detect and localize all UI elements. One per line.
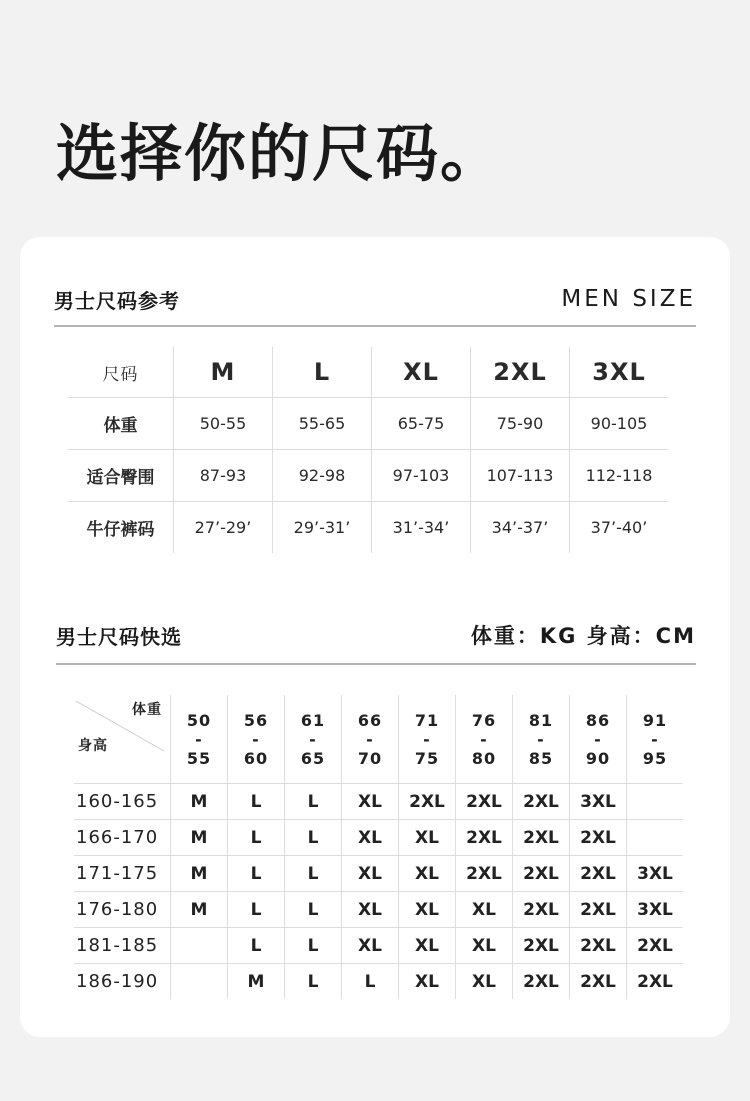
table-cell: 34’-37’ [471,502,570,554]
size-cell: 2XL [570,856,627,892]
height-range-label: 176-180 [74,892,171,928]
corner-cell [74,695,171,784]
table-cell: 87-93 [174,450,273,502]
size-cell: M [171,856,228,892]
size-cell: 2XL [456,856,513,892]
reference-title: 男士尺码参考 [54,288,180,313]
table-row [74,892,683,928]
size-cell: L [228,928,285,964]
size-cell: 3XL [627,856,684,892]
size-cell: XL [342,856,399,892]
size-cell: 2XL [513,928,570,964]
table-cell: 29’-31’ [273,502,372,554]
size-cell: 2XL [570,820,627,856]
table-cell: 97-103 [372,450,471,502]
size-header-cell: 3XL [570,347,669,398]
size-cell: 3XL [570,784,627,820]
table-cell: 75-90 [471,398,570,450]
row-label: 体重 [68,398,174,450]
size-reference-table [68,347,668,553]
size-cell [171,928,228,964]
quick-select-grid [74,695,683,999]
size-cell: XL [342,820,399,856]
size-cell: XL [342,784,399,820]
weight-header-row [74,695,683,784]
weight-range-top: 91 [642,710,668,730]
row-label: 适合臀围 [68,450,174,502]
size-cell: L [342,964,399,1000]
units-label: 体重：KG 身高：CM [470,624,696,648]
weight-range-dash: - [594,729,602,749]
size-cell: L [285,928,342,964]
weight-range-bottom: 85 [528,748,554,768]
men-size-label: MEN SIZE [561,286,696,312]
table-cell: 55-65 [273,398,372,450]
size-cell: L [285,964,342,1000]
size-cell: 2XL [513,964,570,1000]
page-title: 选择你的尺码。 [56,117,505,190]
table-row [74,784,683,820]
height-range-label: 166-170 [74,820,171,856]
size-cell [627,784,684,820]
size-cell: XL [342,928,399,964]
size-cell: 2XL [570,964,627,1000]
weight-range-header [627,695,684,784]
size-cell: 2XL [456,820,513,856]
quick-select-title: 男士尺码快选 [56,624,182,649]
weight-range-dash: - [423,729,431,749]
size-cell: M [228,964,285,1000]
size-cell: L [228,892,285,928]
size-cell: M [171,784,228,820]
size-cell: XL [399,928,456,964]
reference-header-row [68,347,668,398]
size-cell: 2XL [513,820,570,856]
height-range-label: 181-185 [74,928,171,964]
size-cell: L [228,856,285,892]
size-cell: L [228,820,285,856]
table-cell: 31’-34’ [372,502,471,554]
size-cell: 2XL [570,892,627,928]
weight-axis-label: 体重 [132,702,162,718]
weight-range-header [399,695,456,784]
weight-range-header [342,695,399,784]
table-row [74,928,683,964]
table-cell: 65-75 [372,398,471,450]
size-cell: XL [399,820,456,856]
weight-range-top: 86 [585,710,611,730]
size-cell: M [171,820,228,856]
size-cell: XL [456,964,513,1000]
size-header-cell: XL [372,347,471,398]
weight-range-header [285,695,342,784]
weight-range-dash: - [480,729,488,749]
weight-range-dash: - [195,729,203,749]
weight-range-bottom: 65 [300,748,326,768]
height-range-label: 171-175 [74,856,171,892]
height-axis-label: 身高 [78,738,108,754]
size-cell: 3XL [627,892,684,928]
size-cell: M [171,892,228,928]
size-header-cell: 2XL [471,347,570,398]
table-cell: 27’-29’ [174,502,273,554]
table-cell: 92-98 [273,450,372,502]
weight-range-dash: - [366,729,374,749]
weight-range-bottom: 60 [243,748,269,768]
weight-range-dash: - [309,729,317,749]
reference-row-weight [68,398,668,450]
reference-row-jeans [68,502,668,554]
weight-range-header [513,695,570,784]
table-cell: 107-113 [471,450,570,502]
weight-range-header [228,695,285,784]
weight-range-bottom: 90 [585,748,611,768]
size-cell [171,964,228,1000]
table-cell: 112-118 [570,450,669,502]
size-cell: 2XL [627,964,684,1000]
table-row [74,856,683,892]
size-cell: XL [456,892,513,928]
size-cell [627,820,684,856]
table-row [74,964,683,1000]
size-cell: 2XL [399,784,456,820]
row-label: 牛仔裤码 [68,502,174,554]
weight-range-top: 81 [528,710,554,730]
table-cell: 37’-40’ [570,502,669,554]
size-header-cell: M [174,347,273,398]
size-cell: L [285,856,342,892]
height-range-label: 160-165 [74,784,171,820]
size-cell: 2XL [513,892,570,928]
weight-range-top: 56 [243,710,269,730]
size-cell: L [285,892,342,928]
weight-range-bottom: 95 [642,748,668,768]
weight-range-bottom: 55 [186,748,212,768]
weight-range-top: 76 [471,710,497,730]
weight-range-top: 71 [414,710,440,730]
size-cell: 2XL [570,928,627,964]
weight-range-header [171,695,228,784]
size-header-cell: L [273,347,372,398]
size-cell: L [285,820,342,856]
weight-range-dash: - [252,729,260,749]
size-cell: 2XL [513,856,570,892]
size-corner-label: 尺码 [102,364,139,385]
weight-range-bottom: 75 [414,748,440,768]
table-cell: 90-105 [570,398,669,450]
weight-range-bottom: 70 [357,748,383,768]
table-row [74,820,683,856]
size-cell: XL [456,928,513,964]
size-cell: XL [399,856,456,892]
weight-range-bottom: 80 [471,748,497,768]
reference-section-header [54,273,696,327]
quick-section-header [56,607,696,665]
table-cell: 50-55 [174,398,273,450]
size-cell: L [228,784,285,820]
weight-range-dash: - [651,729,659,749]
size-cell: 2XL [513,784,570,820]
size-chart-card [20,237,730,1037]
size-cell: XL [342,892,399,928]
weight-range-header [570,695,627,784]
size-cell: XL [399,892,456,928]
size-cell: 2XL [627,928,684,964]
weight-range-top: 50 [186,710,212,730]
height-range-label: 186-190 [74,964,171,1000]
weight-range-top: 61 [300,710,326,730]
size-cell: 2XL [456,784,513,820]
weight-range-top: 66 [357,710,383,730]
reference-row-hip [68,450,668,502]
size-cell: XL [399,964,456,1000]
weight-range-header [456,695,513,784]
weight-range-dash: - [537,729,545,749]
size-cell: L [285,784,342,820]
